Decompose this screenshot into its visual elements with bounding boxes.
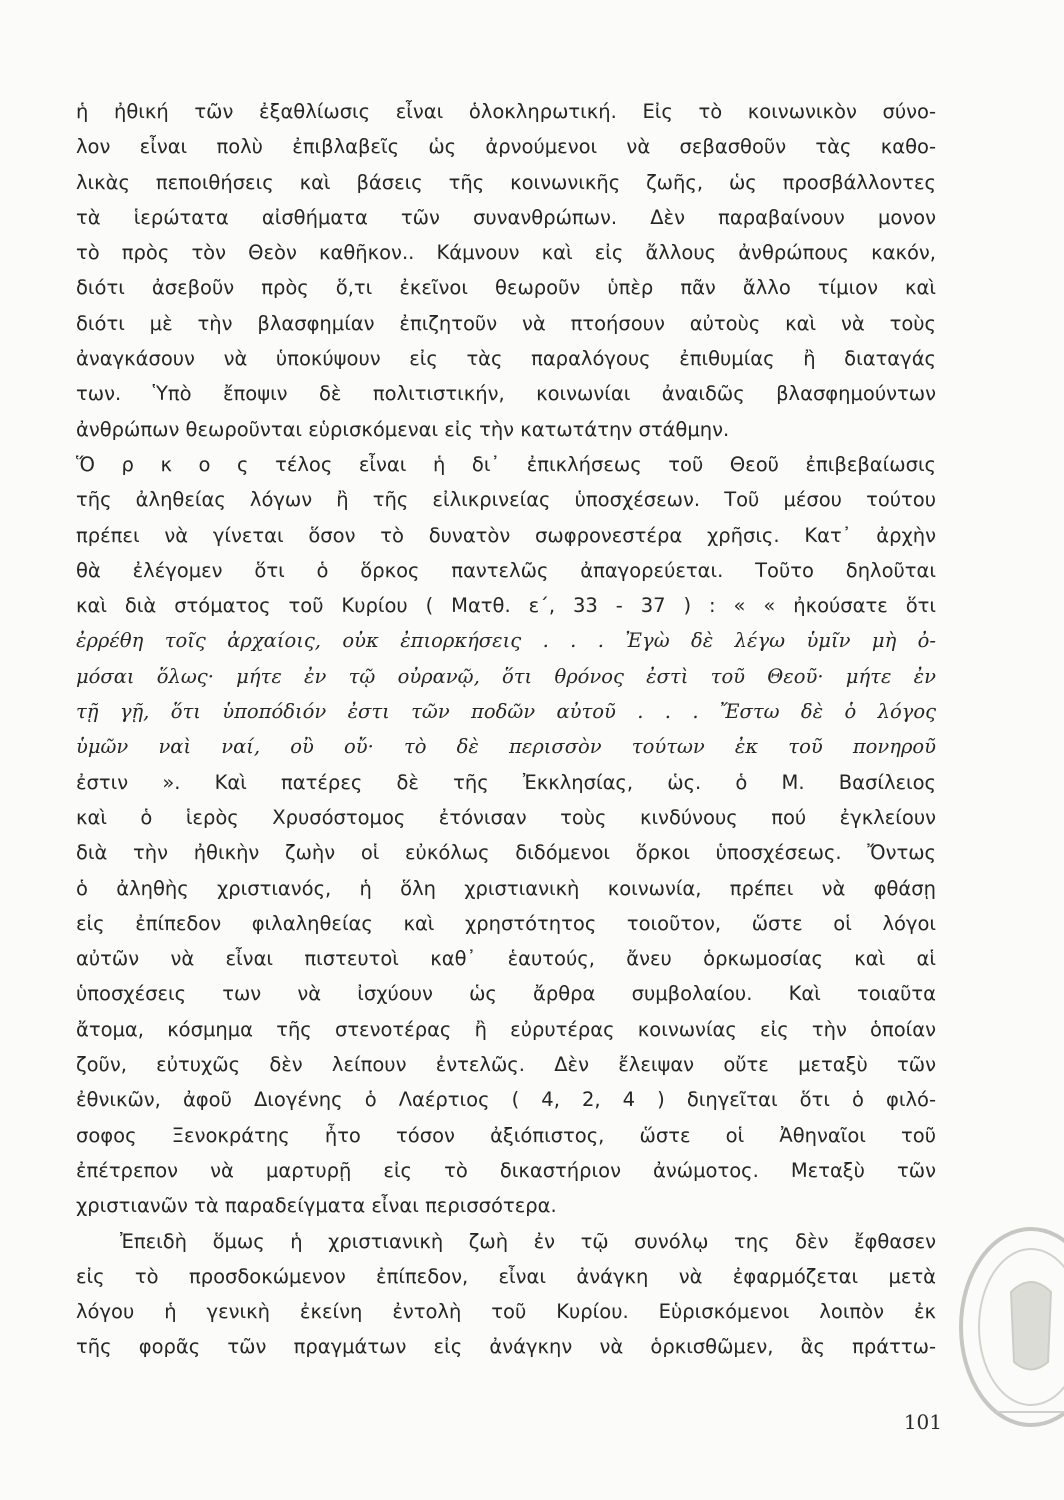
text-line: πρέπει νὰ γίνεται ὅσον τὸ δυνατὸν σωφρονεστέρα χρῆσις. Κατ᾽ ἀρχὴν <box>76 523 936 547</box>
text-line: ὑποσχέσεις των νὰ ἰσχύουν ὡς ἄρθρα συμβολαίου. Καὶ τοιαῦτα <box>76 982 936 1006</box>
text-line: ὑμῶν ναὶ ναί, οὒ οὔ· τὸ δὲ περισσὸν τούτων ἐκ τοῦ πονηροῦ <box>76 735 936 759</box>
text-line: χριστιανῶν τὰ παραδείγματα εἶναι περισσότερα. <box>76 1194 557 1218</box>
text-line: καὶ διὰ στόματος τοῦ Κυρίου ( Ματθ. ε΄, 33 - 37 ) : « « ἠκούσατε ὅτι <box>76 594 936 618</box>
text-line: διὰ τὴν ἠθικὴν ζωὴν οἱ εὐκόλως διδόμενοι ὅρκοι ὑποσχέσεως. Ὄντως <box>76 841 936 865</box>
text-line: των. Ὑπὸ ἔποψιν δὲ πολιτιστικήν, κοινωνίαι ἀναιδῶς βλασφημούντων <box>76 382 936 406</box>
page-number: 101 <box>903 1410 942 1434</box>
text-line: ἄτομα, κόσμημα τῆς στενοτέρας ἢ εὐρυτέρας κοινωνίας εἰς τὴν ὁποίαν <box>76 1017 936 1041</box>
text-line: ζοῦν, εὐτυχῶς δὲν λείπουν ἐντελῶς. Δὲν ἔλειψαν οὔτε μεταξὺ τῶν <box>76 1053 936 1077</box>
text-line: καὶ ὁ ἱερὸς Χρυσόστομος ἐτόνισαν τοὺς κινδύνους πού ἐγκλείουν <box>76 805 936 829</box>
text-line: λόγου ἡ γενικὴ ἐκείνη ἐντολὴ τοῦ Κυρίου. Εὑρισκόμενοι λοιπὸν ἐκ <box>76 1300 936 1324</box>
text-line: ἐθνικῶν, ἀφοῦ Διογένης ὁ Λαέρτιος ( 4, 2, 4 ) διηγεῖται ὅτι ὁ φιλό- <box>76 1088 936 1112</box>
text-line: σοφος Ξενοκράτης ἦτο τόσον ἀξιόπιστος, ὥστε οἱ Ἀθηναῖοι τοῦ <box>76 1123 936 1147</box>
text-line: ἐπέτρεπον νὰ μαρτυρῇ εἰς τὸ δικαστήριον ἀνώμοτος. Μεταξὺ τῶν <box>76 1158 936 1182</box>
text-line: εἰς τὸ προσδοκώμενον ἐπίπεδον, εἶναι ἀνάγκη νὰ ἐφαρμόζεται μετὰ <box>76 1264 936 1288</box>
text-line: εἰς ἐπίπεδον φιλαληθείας καὶ χρηστότητος τοιοῦτον, ὥστε οἱ λόγοι <box>76 911 936 935</box>
text-line: μόσαι ὅλως· μήτε ἐν τῷ οὐρανῷ, ὅτι θρόνος ἐστὶ τοῦ Θεοῦ· μήτε ἐν <box>76 664 936 688</box>
text-line: διότι ἀσεβοῦν πρὸς ὅ,τι ἐκεῖνοι θεωροῦν ὑπὲρ πᾶν ἄλλο τίμιον καὶ <box>76 276 936 300</box>
text-line: Ἐπειδὴ ὅμως ἡ χριστιανικὴ ζωὴ ἐν τῷ συνόλῳ της δὲν ἔφθασεν <box>120 1229 936 1253</box>
text-line: ἀναγκάσουν νὰ ὑποκύψουν εἰς τὰς παραλόγους ἐπιθυμίας ἢ διαταγάς <box>76 347 936 371</box>
text-line: ἡ ἠθική τῶν ἐξαθλίωσις εἶναι ὁλοκληρωτική. Εἰς τὸ κοινωνικὸν σύνο- <box>76 100 936 123</box>
stamp-emblem <box>1011 1282 1051 1370</box>
text-line: τῆς ἀληθείας λόγων ἢ τῆς εἰλικρινείας ὑποσχέσεων. Τοῦ μέσου τούτου <box>76 488 936 512</box>
body-text <box>76 94 936 1365</box>
text-line: Ὅ ρ κ ο ς τέλος εἶναι ἡ δι᾽ ἐπικλήσεως τοῦ Θεοῦ ἐπιβεβαίωσις <box>76 452 936 476</box>
text-line: τῇ γῇ, ὅτι ὑποπόδιόν ἐστι τῶν ποδῶν αὐτοῦ . . . Ἔστω δὲ ὁ λόγος <box>76 700 936 724</box>
text-line: ὁ ἀληθὴς χριστιανός, ἡ ὅλη χριστιανικὴ κοινωνία, πρέπει νὰ φθάσῃ <box>76 876 936 900</box>
text-line: ἐρρέθη τοῖς ἀρχαίοις, οὐκ ἐπιορκήσεις . . . Ἐγὼ δὲ λέγω ὑμῖν μὴ ὀ- <box>76 629 936 653</box>
text-line: αὐτῶν νὰ εἶναι πιστευτοὶ καθ᾽ ἑαυτούς, ἄνευ ὁρκωμοσίας καὶ αἱ <box>76 947 936 971</box>
library-stamp <box>956 1222 1064 1432</box>
text-line: ἐστιν ». Καὶ πατέρες δὲ τῆς Ἐκκλησίας, ὡς. ὁ Μ. Βασίλειος <box>76 770 936 794</box>
text-line: τῆς φορᾶς τῶν πραγμάτων εἰς ἀνάγκην νὰ ὁρκισθῶμεν, ἂς πράττω- <box>76 1335 936 1359</box>
text-line: διότι μὲ τὴν βλασφημίαν ἐπιζητοῦν νὰ πτοήσουν αὐτοὺς καὶ νὰ τοὺς <box>76 311 936 335</box>
text-line: λον εἶναι πολὺ ἐπιβλαβεῖς ὡς ἀρνούμενοι νὰ σεβασθοῦν τὰς καθο- <box>76 135 936 159</box>
text-line: τὰ ἱερώτατα αἰσθήματα τῶν συνανθρώπων. Δὲν παραβαίνουν μονον <box>76 205 936 229</box>
text-line: θὰ ἐλέγομεν ὅτι ὁ ὅρκος παντελῶς ἀπαγορεύεται. Τοῦτο δηλοῦται <box>76 558 936 582</box>
text-line: λικὰς πεποιθήσεις καὶ βάσεις τῆς κοινωνικῆς ζωῆς, ὡς προσβάλλοντες <box>76 170 936 194</box>
text-line: τὸ πρὸς τὸν Θεὸν καθῆκον.. Κάμνουν καὶ εἰς ἄλλους ἀνθρώπους κακόν, <box>76 241 936 265</box>
text-line: ἀνθρώπων θεωροῦνται εὑρισκόμεναι εἰς τὴν κατωτάτην στάθμην. <box>76 417 730 441</box>
